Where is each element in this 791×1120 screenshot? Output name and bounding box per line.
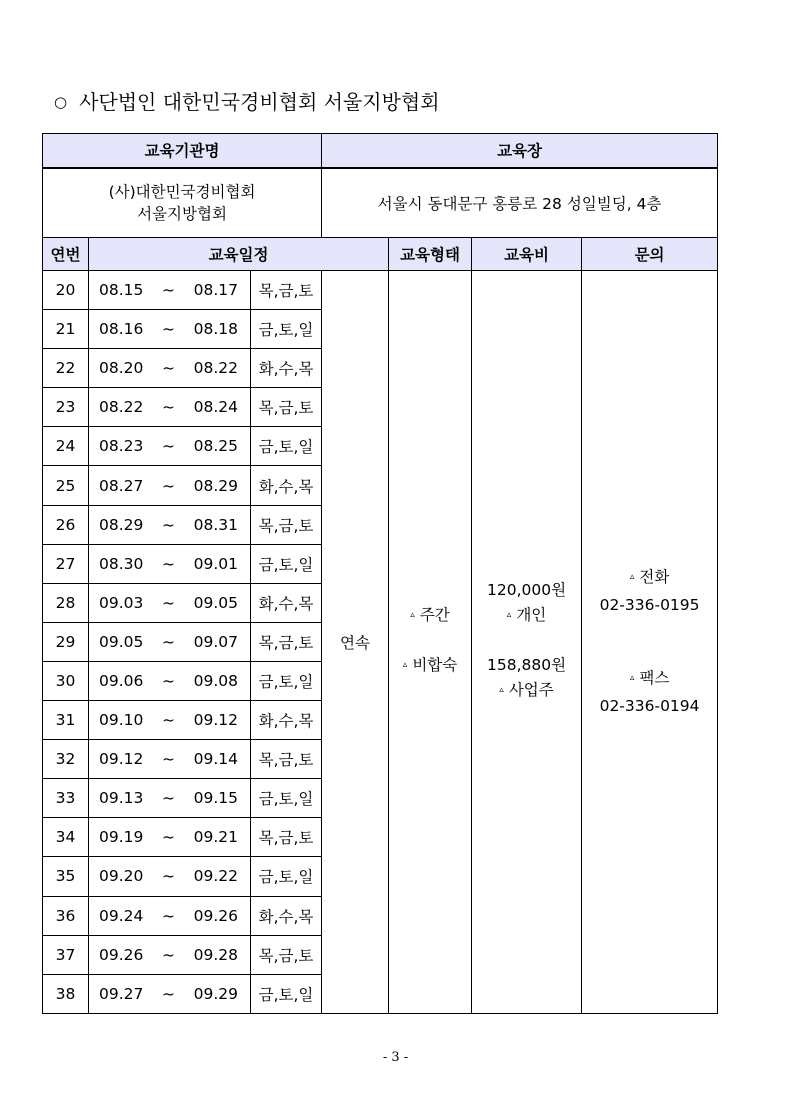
tilde-separator: ~ bbox=[162, 867, 175, 886]
start-date: 09.05 bbox=[99, 632, 144, 651]
row-number: 24 bbox=[43, 427, 89, 466]
weekdays-cell: 목,금,토 bbox=[251, 622, 322, 661]
weekdays-cell: 목,금,토 bbox=[251, 935, 322, 974]
fee-amount-employer: 158,880원 bbox=[486, 655, 567, 674]
weekdays-cell: 목,금,토 bbox=[251, 388, 322, 427]
end-date: 08.31 bbox=[193, 515, 238, 534]
start-date: 09.19 bbox=[99, 828, 144, 847]
row-number: 21 bbox=[43, 310, 89, 349]
tilde-separator: ~ bbox=[162, 671, 175, 690]
weekdays-cell: 금,토,일 bbox=[251, 544, 322, 583]
end-date: 09.22 bbox=[193, 867, 238, 886]
row-number: 36 bbox=[43, 896, 89, 935]
triangle-marker-icon: ▵ bbox=[506, 609, 512, 620]
date-range-cell bbox=[89, 818, 251, 857]
col-header-fee: 교육비 bbox=[472, 238, 582, 271]
place-header-cell: 교육장 bbox=[322, 134, 718, 168]
start-date: 08.16 bbox=[99, 320, 144, 339]
tilde-separator: ~ bbox=[162, 320, 175, 339]
row-number: 32 bbox=[43, 740, 89, 779]
row-number: 26 bbox=[43, 505, 89, 544]
weekdays-cell: 목,금,토 bbox=[251, 818, 322, 857]
row-number: 31 bbox=[43, 701, 89, 740]
end-date: 08.17 bbox=[193, 281, 238, 300]
date-range-cell bbox=[89, 974, 251, 1013]
fee-label-individual: 개인 bbox=[516, 605, 547, 624]
org-name-cell bbox=[43, 168, 322, 238]
date-range-cell bbox=[89, 388, 251, 427]
format-nonresident: 비합숙 bbox=[412, 655, 458, 674]
duration-cell: 연속 bbox=[322, 271, 389, 1014]
weekdays-cell: 화,수,목 bbox=[251, 701, 322, 740]
tilde-separator: ~ bbox=[162, 750, 175, 769]
tilde-separator: ~ bbox=[162, 593, 175, 612]
tilde-separator: ~ bbox=[162, 632, 175, 651]
end-date: 09.12 bbox=[193, 711, 238, 730]
date-range-cell bbox=[89, 466, 251, 505]
end-date: 09.26 bbox=[193, 906, 238, 925]
weekdays-cell: 금,토,일 bbox=[251, 661, 322, 700]
tilde-separator: ~ bbox=[162, 789, 175, 808]
fee-cell bbox=[472, 271, 582, 1014]
start-date: 09.27 bbox=[99, 984, 144, 1003]
end-date: 09.21 bbox=[193, 828, 238, 847]
org-name-line1: (사)대한민국경비협회 bbox=[108, 182, 256, 201]
start-date: 08.27 bbox=[99, 476, 144, 495]
weekdays-cell: 금,토,일 bbox=[251, 779, 322, 818]
end-date: 09.14 bbox=[193, 750, 238, 769]
date-range-cell bbox=[89, 310, 251, 349]
row-number: 29 bbox=[43, 622, 89, 661]
page-number: - 3 - bbox=[382, 1050, 409, 1065]
weekdays-cell: 화,수,목 bbox=[251, 466, 322, 505]
date-range-cell bbox=[89, 896, 251, 935]
tilde-separator: ~ bbox=[162, 711, 175, 730]
end-date: 08.18 bbox=[193, 320, 238, 339]
triangle-marker-icon: ▵ bbox=[629, 672, 635, 683]
tilde-separator: ~ bbox=[162, 437, 175, 456]
end-date: 09.05 bbox=[193, 593, 238, 612]
row-number: 25 bbox=[43, 466, 89, 505]
date-range-cell bbox=[89, 779, 251, 818]
triangle-marker-icon: ▵ bbox=[629, 571, 635, 582]
fee-label-employer: 사업주 bbox=[508, 680, 554, 699]
row-number: 23 bbox=[43, 388, 89, 427]
row-number: 37 bbox=[43, 935, 89, 974]
weekdays-cell: 화,수,목 bbox=[251, 583, 322, 622]
row-number: 38 bbox=[43, 974, 89, 1013]
date-range-cell bbox=[89, 622, 251, 661]
tilde-separator: ~ bbox=[162, 515, 175, 534]
date-range-cell bbox=[89, 349, 251, 388]
date-range-cell bbox=[89, 935, 251, 974]
weekdays-cell: 금,토,일 bbox=[251, 427, 322, 466]
end-date: 09.07 bbox=[193, 632, 238, 651]
weekdays-cell: 금,토,일 bbox=[251, 857, 322, 896]
start-date: 09.20 bbox=[99, 867, 144, 886]
row-number: 33 bbox=[43, 779, 89, 818]
row-number: 22 bbox=[43, 349, 89, 388]
tilde-separator: ~ bbox=[162, 359, 175, 378]
triangle-marker-icon: ▵ bbox=[499, 684, 504, 695]
start-date: 09.06 bbox=[99, 671, 144, 690]
end-date: 08.22 bbox=[193, 359, 238, 378]
col-header-type: 교육형태 bbox=[389, 238, 472, 271]
start-date: 09.13 bbox=[99, 789, 144, 808]
end-date: 09.28 bbox=[193, 945, 238, 964]
col-header-schedule: 교육일정 bbox=[89, 238, 389, 271]
address-cell: 서울시 동대문구 홍릉로 28 성일빌딩, 4층 bbox=[322, 168, 718, 238]
start-date: 08.23 bbox=[99, 437, 144, 456]
triangle-marker-icon: ▵ bbox=[402, 659, 408, 670]
end-date: 09.08 bbox=[193, 671, 238, 690]
date-range-cell bbox=[89, 583, 251, 622]
org-header-cell: 교육기관명 bbox=[43, 134, 322, 168]
col-header-no: 연번 bbox=[43, 238, 89, 271]
start-date: 08.15 bbox=[99, 281, 144, 300]
end-date: 09.29 bbox=[193, 984, 238, 1003]
table-row bbox=[43, 271, 718, 310]
tilde-separator: ~ bbox=[162, 906, 175, 925]
weekdays-cell: 화,수,목 bbox=[251, 896, 322, 935]
format-cell bbox=[389, 271, 472, 1014]
triangle-marker-icon: ▵ bbox=[410, 609, 415, 620]
row-number: 35 bbox=[43, 857, 89, 896]
date-range-cell bbox=[89, 271, 251, 310]
col-header-contact: 문의 bbox=[582, 238, 718, 271]
header-row-institution bbox=[43, 134, 718, 168]
institution-info-row bbox=[43, 168, 718, 238]
end-date: 09.15 bbox=[193, 789, 238, 808]
row-number: 34 bbox=[43, 818, 89, 857]
tilde-separator: ~ bbox=[162, 281, 175, 300]
section-title: 사단법인 대한민국경비협회 서울지방협회 bbox=[79, 90, 440, 114]
date-range-cell bbox=[89, 701, 251, 740]
date-range-cell bbox=[89, 544, 251, 583]
date-range-cell bbox=[89, 740, 251, 779]
start-date: 08.22 bbox=[99, 398, 144, 417]
row-number: 20 bbox=[43, 271, 89, 310]
column-header-row bbox=[43, 238, 718, 271]
start-date: 09.10 bbox=[99, 711, 144, 730]
end-date: 08.29 bbox=[193, 476, 238, 495]
education-schedule-table bbox=[42, 133, 718, 1014]
start-date: 08.20 bbox=[99, 359, 144, 378]
start-date: 09.26 bbox=[99, 945, 144, 964]
fee-amount-individual: 120,000원 bbox=[486, 580, 567, 599]
fax-label: 팩스 bbox=[639, 668, 670, 687]
tilde-separator: ~ bbox=[162, 476, 175, 495]
phone-number: 02-336-0195 bbox=[599, 595, 700, 614]
tilde-separator: ~ bbox=[162, 984, 175, 1003]
end-date: 09.01 bbox=[193, 554, 238, 573]
format-daytime: 주간 bbox=[419, 605, 450, 624]
row-number: 30 bbox=[43, 661, 89, 700]
start-date: 08.29 bbox=[99, 515, 144, 534]
fax-number: 02-336-0194 bbox=[599, 696, 700, 715]
start-date: 09.12 bbox=[99, 750, 144, 769]
tilde-separator: ~ bbox=[162, 945, 175, 964]
weekdays-cell: 목,금,토 bbox=[251, 271, 322, 310]
row-number: 28 bbox=[43, 583, 89, 622]
date-range-cell bbox=[89, 505, 251, 544]
date-range-cell bbox=[89, 427, 251, 466]
start-date: 09.03 bbox=[99, 593, 144, 612]
weekdays-cell: 목,금,토 bbox=[251, 505, 322, 544]
tilde-separator: ~ bbox=[162, 554, 175, 573]
end-date: 08.25 bbox=[193, 437, 238, 456]
date-range-cell bbox=[89, 661, 251, 700]
circle-bullet-icon: ○ bbox=[54, 93, 68, 111]
org-name-line2: 서울지방협회 bbox=[137, 204, 227, 223]
row-number: 27 bbox=[43, 544, 89, 583]
section-heading bbox=[54, 86, 440, 115]
end-date: 08.24 bbox=[193, 398, 238, 417]
tilde-separator: ~ bbox=[162, 398, 175, 417]
phone-label: 전화 bbox=[639, 567, 670, 586]
start-date: 09.24 bbox=[99, 906, 144, 925]
start-date: 08.30 bbox=[99, 554, 144, 573]
weekdays-cell: 목,금,토 bbox=[251, 740, 322, 779]
weekdays-cell: 금,토,일 bbox=[251, 310, 322, 349]
contact-cell bbox=[582, 271, 718, 1014]
date-range-cell bbox=[89, 857, 251, 896]
weekdays-cell: 금,토,일 bbox=[251, 974, 322, 1013]
tilde-separator: ~ bbox=[162, 828, 175, 847]
weekdays-cell: 화,수,목 bbox=[251, 349, 322, 388]
